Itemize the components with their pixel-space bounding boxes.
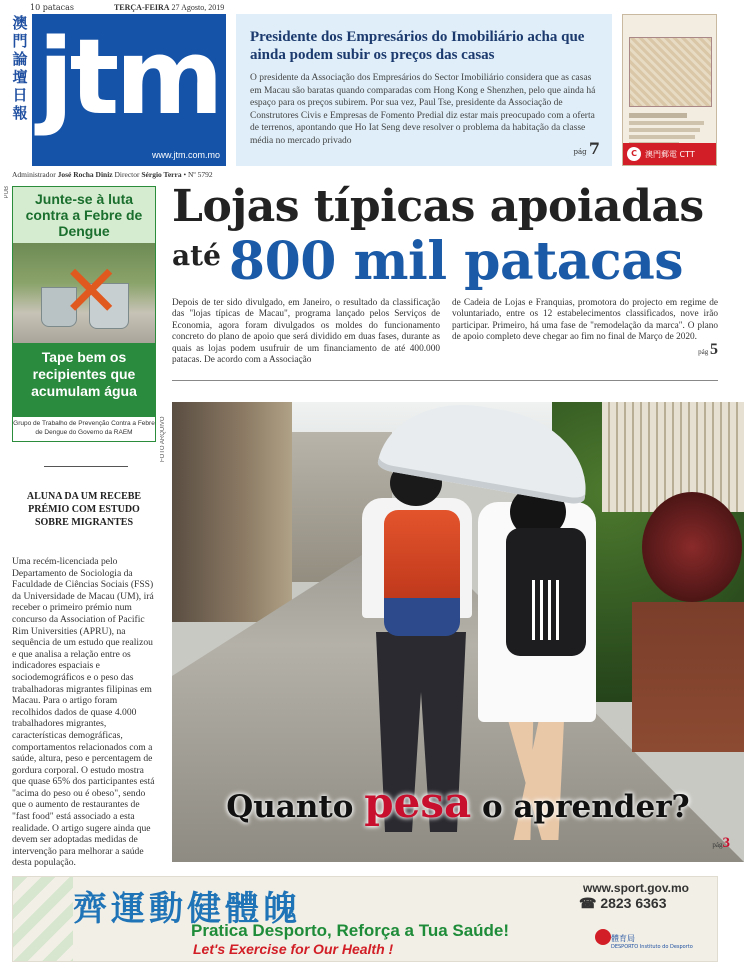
sport-banner-ad[interactable]: [12, 876, 718, 962]
chinese-masthead: 澳 門 論 壇 日 報: [12, 14, 28, 122]
banner-portuguese-slogan: Pratica Desporto, Reforça a Tua Saúde!: [191, 921, 510, 940]
divider: [44, 466, 128, 467]
photo-page-ref: pág3: [712, 835, 730, 851]
ctt-logo-icon: C: [627, 147, 641, 161]
dengue-ad-message: Tape bem os recipientes que acumulam água: [13, 343, 155, 417]
ctt-brand-bar: [623, 143, 717, 165]
red-backpack: [384, 510, 460, 636]
pub-label: PUB: [4, 186, 10, 199]
main-headline-line2[interactable]: $^{até}$ 800 mil patacas: [172, 231, 684, 292]
top-story-page-ref: pág 7: [573, 139, 600, 158]
dengue-ad-footer: Grupo de Trabalho de Prevenção Contra a Febre de Dengue do Governo da RAEM: [13, 420, 155, 436]
ctt-brand: 澳門郵電 CTT: [645, 149, 695, 159]
cover-photo[interactable]: [172, 402, 744, 862]
price: 10 patacas: [30, 3, 74, 12]
top-story-headline[interactable]: Presidente dos Empresários do Imobiliário acha que ainda podem subir os preços das casas: [250, 29, 585, 63]
street-buildings: [172, 402, 292, 622]
ctt-ad[interactable]: [622, 14, 717, 166]
photo-caption[interactable]: Quanto pesa o aprender?: [226, 778, 690, 827]
photo-credit: FOTO ARQUIVO: [160, 416, 166, 462]
staff-line: Administrador José Rocha Diniz Director Sérgio Terra • Nº 5792: [12, 170, 213, 179]
logo-url[interactable]: www.jtm.com.mo: [151, 150, 220, 160]
stamp-illustration: [629, 37, 712, 107]
side-story-body: Uma recém-licenciada pelo Departamento de Sociologia da Faculdade de Ciências Sociais (FSS) da Universidade de Macau (UM), irá receber o primeiro prémio num concurso da Association of Pacific Rim Universities (APRU), na sequência de um estudo que realizou e que analisa a relação entre os indicadores espaciais e sociodemográficos e o peso das trabalhadoras migrantes filipinas em Macau. Para o artigo foram recolhidos dados de quase 4.000 trabalhadores migrantes, características demográficas, comportamentos relacionados com a saúde, altura, peso e percentagem de gordura corporal. O estudo mostra que quase 65% dos participantes está "acima do peso ou é obeso", sendo que o aumento de restaurantes de "fast food" está associado a esta realidade. O artigo sugere ainda que devem ser adoptadas medidas de intervenção para melhorar a saúde desta população.: [12, 556, 155, 869]
top-story[interactable]: [236, 14, 612, 166]
planter: [632, 602, 744, 752]
main-headline[interactable]: Lojas típicas apoiadas: [172, 181, 704, 232]
sports-institute-logo-icon: [595, 929, 611, 945]
side-story-headline[interactable]: ALUNA DA UM RECEBE PRÉMIO COM ESTUDO SOBRE MIGRANTES: [26, 491, 142, 528]
jtm-logo[interactable]: [32, 14, 226, 166]
ctt-ad-details: [629, 113, 712, 146]
banner-phone: ☎ 2823 6363: [579, 895, 667, 911]
main-story-page-ref: pág 5: [698, 340, 718, 358]
banner-chinese-slogan: 齊運動健體魄: [73, 889, 301, 929]
top-story-body: O presidente da Associação dos Empresários do Sector Imobiliário considera que as casas em Macau são baratas quando comparadas com Hong Kong e Shenzhen, pelo que ainda há espaço para os preços subirem. Por sua vez, Paul Tse, presidente da Associação de Construtores Civis e Empresas de Fomento Predial diz estar mais preocupado com a oferta de terrenos, apontando que Ho Iat Seng deve resolver o problema da habitação da classe média no mercado privado: [250, 73, 596, 146]
issue-date: TERÇA-FEIRA 27 Agosto, 2019: [113, 3, 225, 12]
main-story-col2: de Cadeia de Lojas e Franquias, promotora do projecto em regime de voluntariado, entre os 12 estabelecimentos classificados, nove irão participar. Primeiro, há uma fase de "remodelação da marca". O plano de apoio completo deve chegar ao fim no final de Março de 2020. pág 5: [452, 298, 718, 358]
main-story-col1: Depois de ter sido divulgado, em Janeiro, o resultado da classificação das "lojas típicas de Macau", programa lançado pelos Serviços de Economia, agora foram divulgados os moldes do funcionamento concreto do plano de apoio que será dividido em duas fases, durante as quais as lojas podem usufruir de um financiamento de até 400.000 patacas. De acordo com a Associação: [172, 298, 440, 366]
divider: [172, 380, 718, 381]
banner-english-slogan: Let's Exercise for Our Health !: [193, 941, 394, 957]
banner-org: 體育局 DESPORTO Instituto do Desporto: [611, 934, 693, 950]
logo-text: jtm: [38, 16, 220, 138]
dengue-ad[interactable]: [12, 186, 156, 442]
dengue-ad-headline: Junte-se à luta contra a Febre de Dengue: [13, 187, 155, 243]
cross-mark-icon: ✕: [61, 249, 122, 333]
banner-url[interactable]: www.sport.gov.mo: [583, 881, 690, 895]
